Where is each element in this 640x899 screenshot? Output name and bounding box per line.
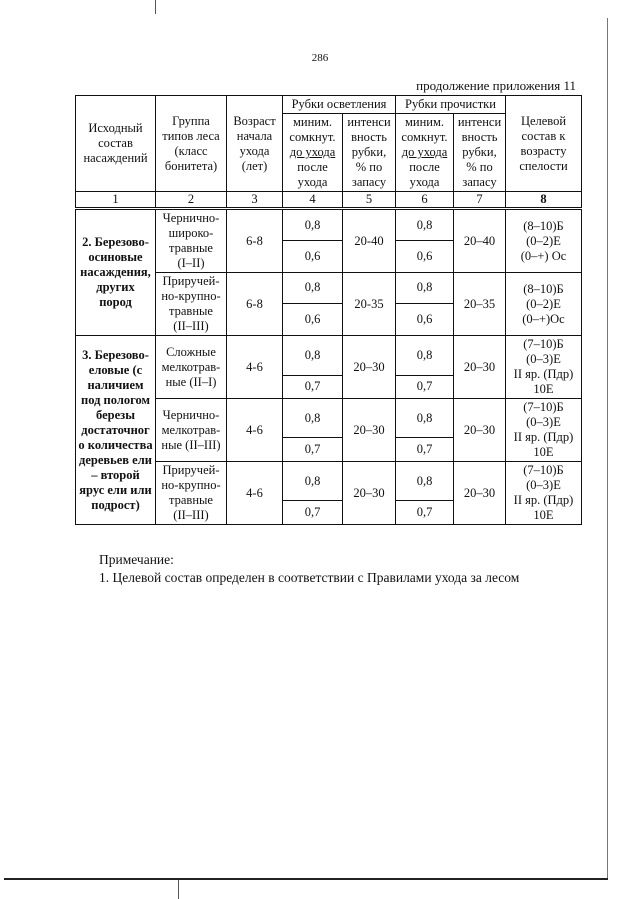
min-closure-cell: 0,8 <box>396 399 454 438</box>
target-composition-cell: (7–10)Б (0–3)Е II яр. (Пдр) 10Е <box>506 462 582 525</box>
forest-type-cell: Сложные мелкотрав- ные (II–I) <box>156 336 227 399</box>
target-composition-cell: (8–10)Б (0–2)Е (0–+)Ос <box>506 273 582 336</box>
header-cleaning-min-closure: миним. сомкнут. до ухода после ухода <box>396 114 454 192</box>
forest-type-cell: Приручей- но-крупно- травные (II–III) <box>156 273 227 336</box>
min-closure-cell: 0,7 <box>283 501 343 525</box>
min-closure-cell: 0,7 <box>396 501 454 525</box>
intensity-cell: 20–40 <box>454 209 506 273</box>
min-closure-cell: 0,8 <box>283 273 343 304</box>
forest-type-cell: Чернично- широко- травные (I–II) <box>156 209 227 273</box>
data-table <box>75 95 582 525</box>
min-closure-cell: 0,6 <box>283 303 343 335</box>
column-number: 2 <box>156 192 227 209</box>
target-composition-cell: (7–10)Б (0–3)Е II яр. (Пдр) 10Е <box>506 336 582 399</box>
intensity-cell: 20–30 <box>454 462 506 525</box>
header-initial-composition: Исходный состав насаждений <box>76 96 156 192</box>
min-closure-cell: 0,8 <box>396 336 454 376</box>
min-closure-cell: 0,6 <box>396 303 454 335</box>
header-thinning-intensity: интенси вность рубки, % по запасу <box>343 114 396 192</box>
header-cleaning-group: Рубки прочистки <box>396 96 506 114</box>
intensity-cell: 20–30 <box>343 399 396 462</box>
min-closure-cell: 0,7 <box>396 375 454 398</box>
scan-edge-mark <box>607 18 608 880</box>
target-composition-cell: (7–10)Б (0–3)Е II яр. (Пдр) 10Е <box>506 399 582 462</box>
header-cleaning-intensity: интенси вность рубки, % по запасу <box>454 114 506 192</box>
column-number: 7 <box>454 192 506 209</box>
min-closure-cell: 0,7 <box>283 438 343 462</box>
initial-composition-cell: 3. Березово- еловые (с наличием под пологом березы достаточног о количества деревьев ели – второй ярус ели или подрост) <box>76 336 156 525</box>
column-number: 4 <box>283 192 343 209</box>
forest-type-cell: Приручей- но-крупно- травные (II–III) <box>156 462 227 525</box>
intensity-cell: 20–30 <box>343 336 396 399</box>
min-closure-cell: 0,8 <box>396 273 454 304</box>
header-thinning-min-closure: миним. сомкнут. до ухода после ухода <box>283 114 343 192</box>
header-target-composition: Целевой состав к возрасту спелости <box>506 96 582 192</box>
intensity-cell: 20-35 <box>343 273 396 336</box>
age-cell: 4-6 <box>227 336 283 399</box>
continuation-caption: продолжение приложения 11 <box>416 78 576 93</box>
min-closure-cell: 0,8 <box>283 399 343 438</box>
min-closure-cell: 0,6 <box>396 241 454 273</box>
age-cell: 4-6 <box>227 462 283 525</box>
initial-composition-cell: 2. Березово- осиновые насаждения, других пород <box>76 209 156 336</box>
intensity-cell: 20–35 <box>454 273 506 336</box>
page-number: 286 <box>311 52 329 64</box>
min-closure-cell: 0,6 <box>283 241 343 273</box>
header-forest-type-group: Группа типов леса (класс бонитета) <box>156 96 227 192</box>
column-number: 1 <box>76 192 156 209</box>
min-closure-cell: 0,8 <box>283 462 343 501</box>
intensity-cell: 20–30 <box>454 336 506 399</box>
age-cell: 4-6 <box>227 399 283 462</box>
scan-edge-mark <box>4 878 608 880</box>
scan-edge-mark <box>178 880 179 899</box>
forest-type-cell: Чернично- мелкотрав- ные (II–III) <box>156 399 227 462</box>
age-cell: 6-8 <box>227 209 283 273</box>
min-closure-cell: 0,8 <box>396 462 454 501</box>
scan-edge-mark <box>155 0 156 14</box>
column-number: 8 <box>506 192 582 209</box>
target-composition-cell: (8–10)Б (0–2)Е (0–+) Ос <box>506 209 582 273</box>
min-closure-cell: 0,8 <box>396 209 454 241</box>
min-closure-cell: 0,7 <box>283 375 343 398</box>
intensity-cell: 20–30 <box>454 399 506 462</box>
min-closure-cell: 0,8 <box>283 209 343 241</box>
header-thinning-group: Рубки осветления <box>283 96 396 114</box>
min-closure-cell: 0,7 <box>396 438 454 462</box>
note-title: Примечание: <box>99 552 174 567</box>
column-number: 5 <box>343 192 396 209</box>
min-closure-cell: 0,8 <box>283 336 343 376</box>
column-number: 3 <box>227 192 283 209</box>
intensity-cell: 20-40 <box>343 209 396 273</box>
age-cell: 6-8 <box>227 273 283 336</box>
note-text: 1. Целевой состав определен в соответствии с Правилами ухода за лесом <box>99 570 520 585</box>
header-care-start-age: Возраст начала ухода (лет) <box>227 96 283 192</box>
column-number: 6 <box>396 192 454 209</box>
intensity-cell: 20–30 <box>343 462 396 525</box>
